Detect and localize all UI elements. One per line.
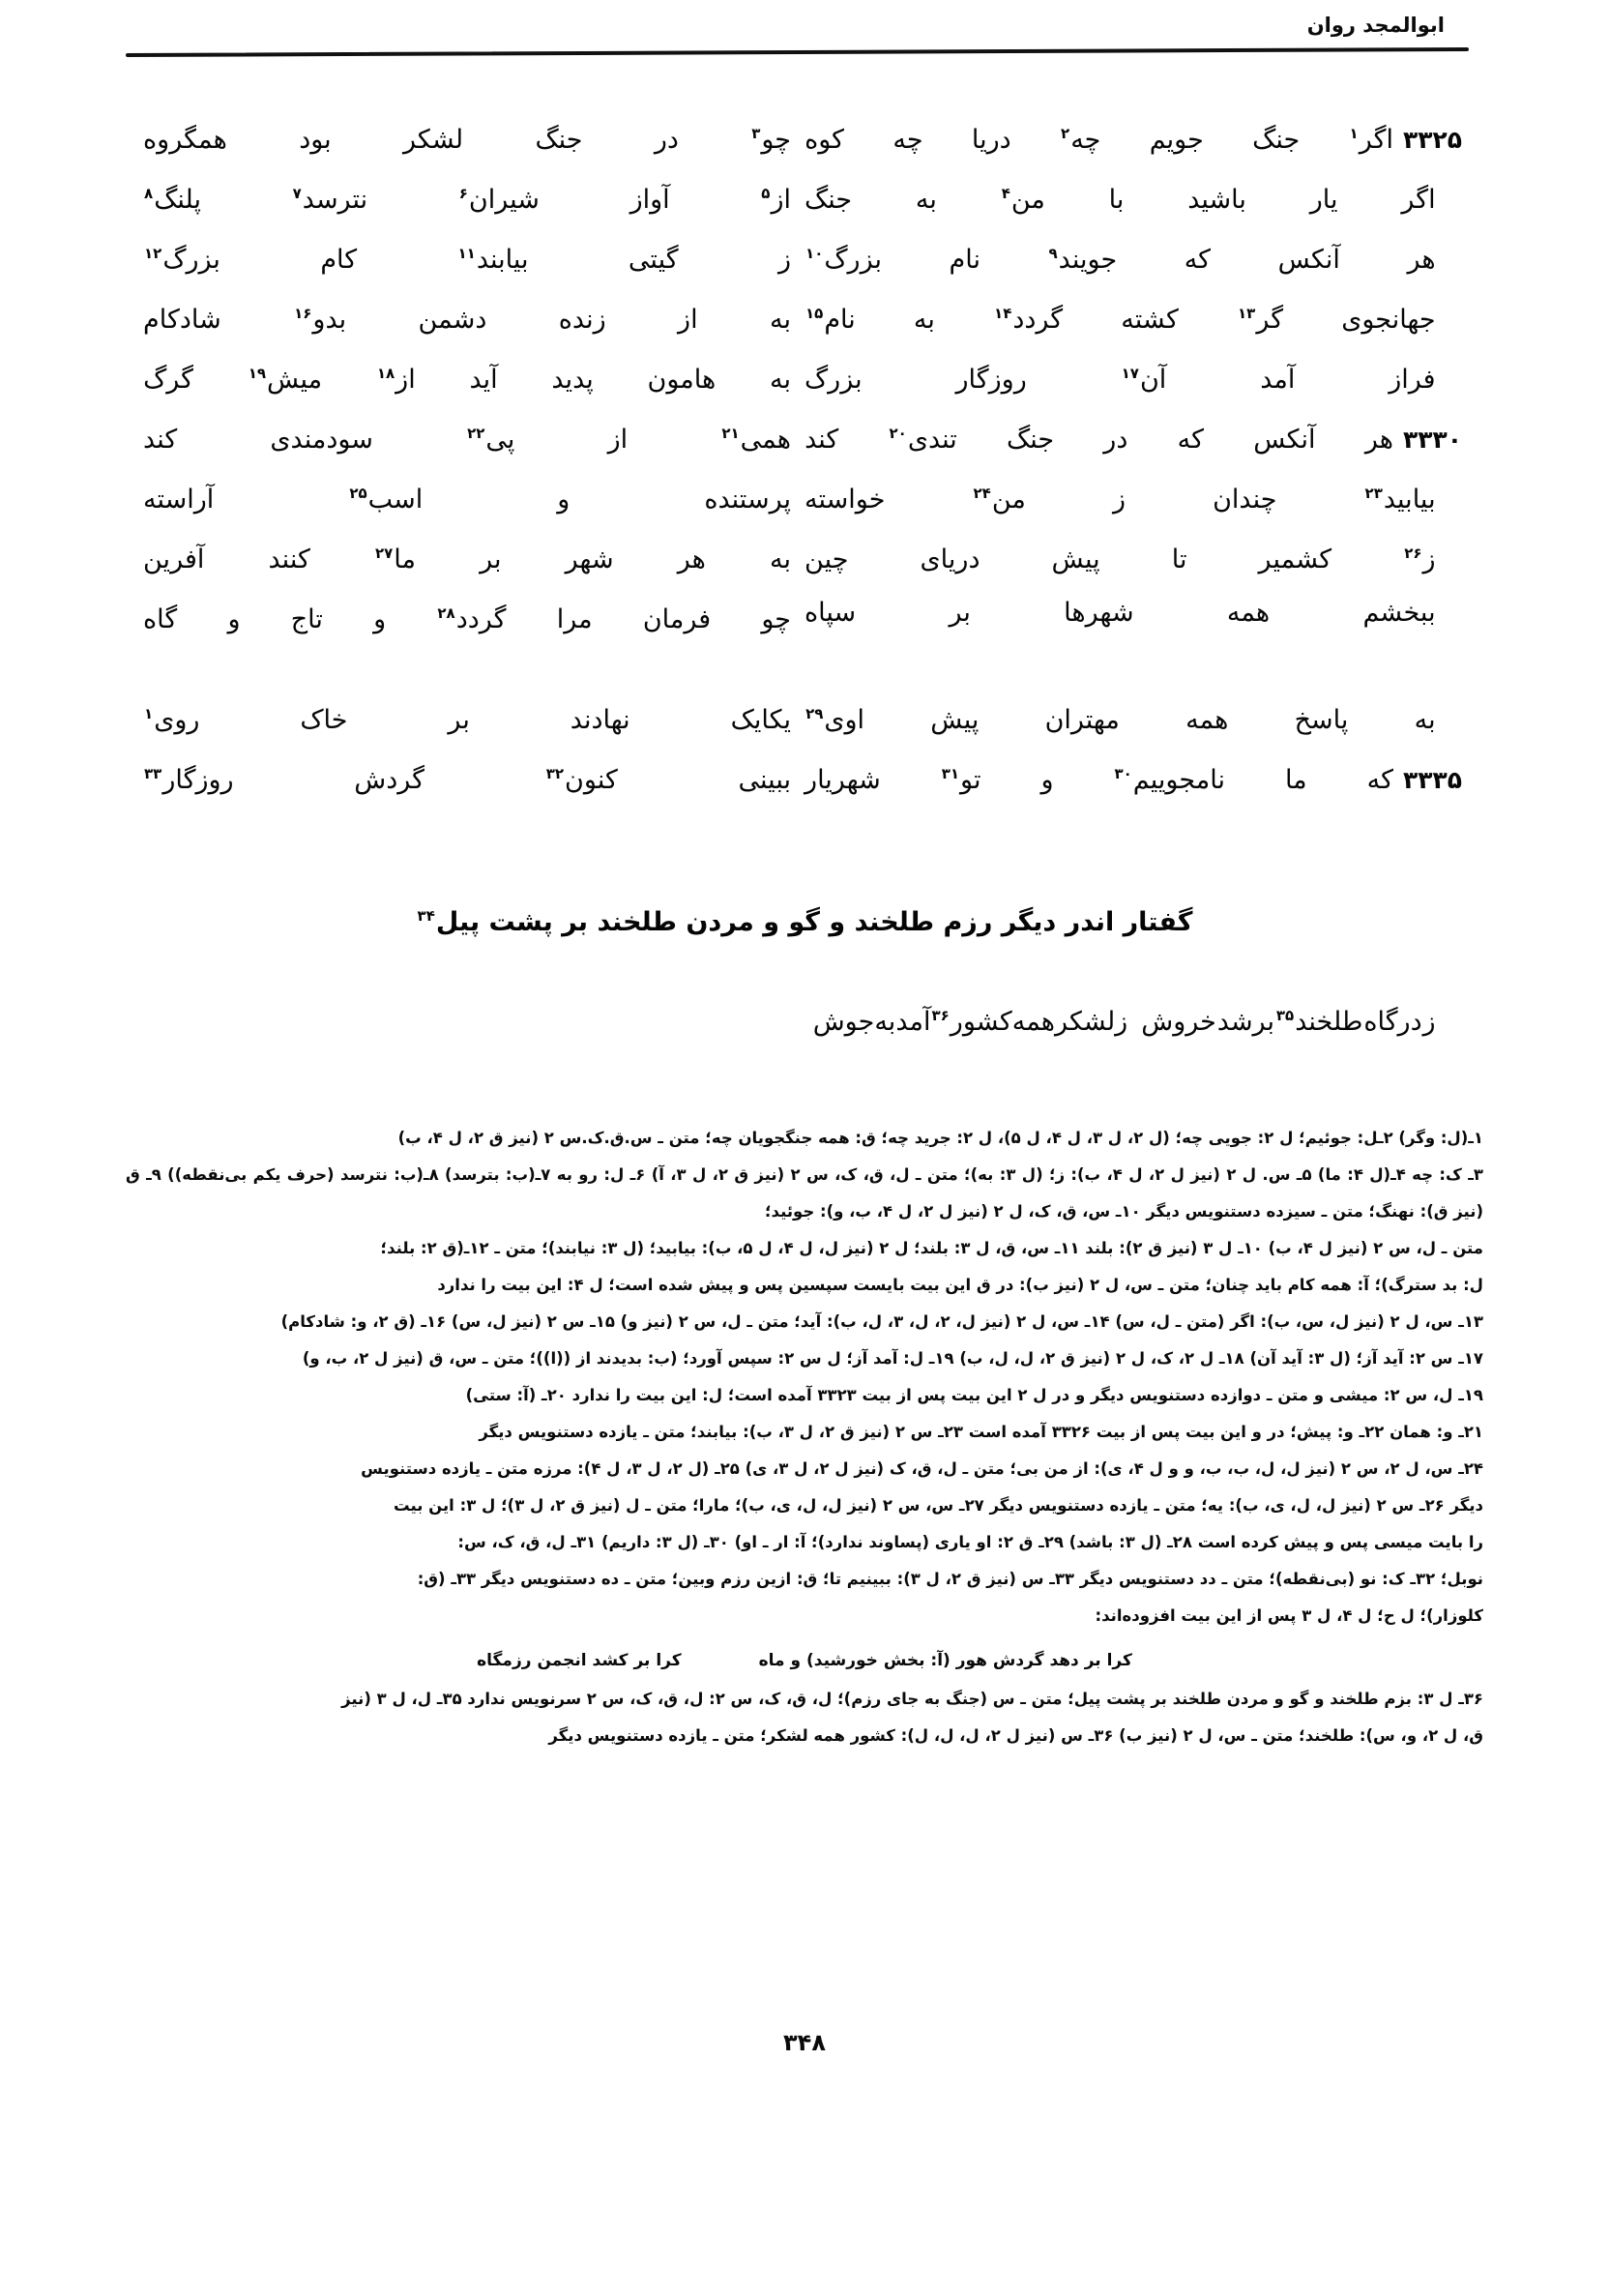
verse-word: پدید bbox=[551, 365, 594, 395]
verse-couplet bbox=[143, 104, 1466, 164]
verse-word: آید bbox=[469, 365, 498, 395]
verse-word: ز bbox=[1422, 1007, 1436, 1037]
verse-word: جنگ bbox=[1252, 125, 1301, 155]
verse-word: آواز bbox=[629, 185, 670, 215]
verse-word: آمد bbox=[1260, 365, 1296, 395]
verse-word: چین bbox=[804, 545, 849, 574]
verse-word: که bbox=[1177, 425, 1204, 455]
verse-word: مرا bbox=[556, 604, 593, 634]
verse-word: بزرگ bbox=[804, 365, 863, 395]
verse-word: و bbox=[373, 604, 387, 634]
hemistich-words bbox=[804, 685, 1436, 750]
apparatus-line: متن ـ ل، س ۲ (نیز ل ۴، ب) ۱۰ـ ل ۳ (نیز ق ۲): بلند ۱۱ـ س، ق، ل ۳: بلند؛ ل ۲ (نیز ل، ل ۴، ل ۵، ب): بیابید؛ (ل ۳: نیابند)؛ متن ـ ۱۲ـ(ق ۲: بلند؛ bbox=[380, 1239, 1483, 1257]
verse-word: تندی$^{۲۰}$ bbox=[889, 425, 957, 455]
verse-word: شهر bbox=[565, 545, 614, 574]
hemistich-left bbox=[143, 584, 804, 649]
verse-word: که bbox=[1184, 245, 1212, 275]
hemistich-left bbox=[143, 464, 804, 529]
hemistich-words bbox=[804, 745, 1393, 809]
apparatus-line: ۱۹ـ ل، س ۲: میشی و متن ـ دوازده دستنویس دیگر و در ل ۲ این بیت پس از بیت ۳۳۲۳ آمده است؛ ل: این بیت را ندارد ۲۰ـ (آ: ستی) bbox=[465, 1386, 1483, 1404]
verse-word: جویند$^۹$ bbox=[1048, 245, 1118, 275]
verse-word: از bbox=[678, 305, 698, 335]
hemistich-words bbox=[804, 104, 1393, 169]
verse-word: کنند bbox=[268, 545, 310, 574]
verse-word: لشکر bbox=[1055, 1007, 1116, 1037]
apparatus-verse-hemistich-left: کرا بر دهد گردش هور (آ: بخش خورشید) و ماه bbox=[758, 1651, 1132, 1670]
verse-word: بزرگ$^{۱۲}$ bbox=[144, 245, 220, 275]
verse-word: گردد$^{۲۸}$ bbox=[437, 604, 507, 634]
footnote-marker: ۳۱ bbox=[941, 765, 960, 782]
bait-number: ۳۳۲۵ bbox=[1402, 126, 1462, 154]
verse-word: آراسته bbox=[143, 485, 215, 515]
verse-word: شهرها bbox=[1064, 598, 1134, 628]
verse-word: نهادند bbox=[570, 705, 630, 735]
footnote-marker: ۱۲ bbox=[144, 245, 162, 262]
hemistich-left bbox=[143, 685, 804, 750]
hemistich-words bbox=[143, 464, 791, 529]
footnote-marker: ۲۰ bbox=[889, 425, 907, 442]
hemistich-words bbox=[143, 284, 791, 349]
section-heading bbox=[0, 907, 1609, 937]
footnote-marker: ۲۱ bbox=[721, 425, 740, 442]
verse-word: کشمیر bbox=[1258, 545, 1332, 574]
hemistich-right bbox=[804, 685, 1466, 750]
verse-word: در bbox=[1103, 425, 1128, 455]
page-number: ۳۴۸ bbox=[783, 2029, 826, 2056]
verse-word: از$^{۱۸}$ bbox=[376, 365, 416, 395]
verse-word: نام bbox=[949, 245, 980, 275]
hemistich-left bbox=[143, 404, 804, 469]
hemistich-right bbox=[1141, 986, 1466, 1051]
verse-word: ببخشم bbox=[1362, 598, 1436, 628]
verse-word: گیتی bbox=[628, 245, 679, 275]
verse-word: زنده bbox=[558, 305, 606, 335]
apparatus-line: دیگر ۲۶ـ س ۲ (نیز ل، ل، ی، ب): یه؛ متن ـ یازده دستنویس دیگر ۲۷ـ س، س ۲ (نیز ل، ل، ی، ب)؛ مارا؛ متن ـ ل (نیز ق ۲، ل ۳)؛ ل ۳: این بیت bbox=[394, 1496, 1483, 1515]
hemistich-words bbox=[813, 986, 1128, 1051]
verse-word: باشید bbox=[1187, 185, 1246, 215]
verse-word: و bbox=[557, 485, 570, 515]
apparatus-line: نوبل؛ ۳۲ـ ک: نو (بی‌نقطه)؛ متن ـ دد دستنویس دیگر ۳۳ـ س (نیز ق ۲، ل ۳): ببینیم تا؛ ق: ازین رزم وبین؛ متن ـ ده دستنویس دیگر ۳۳ـ (ق: bbox=[417, 1570, 1483, 1588]
verse-word: از bbox=[607, 425, 629, 455]
verse-word: جویم bbox=[1149, 125, 1204, 155]
verse-word: لشکر bbox=[403, 125, 464, 155]
footnote-marker: ۲۶ bbox=[1404, 545, 1422, 562]
verse-word: آفرین bbox=[143, 545, 205, 574]
hemistich-left bbox=[812, 986, 1141, 1051]
verse-word: هر bbox=[1364, 425, 1393, 455]
verse-word: در bbox=[654, 125, 679, 155]
apparatus-line: را بایت میسی پس و پیش کرده است ۲۸ـ (ل ۳: باشد) ۲۹ـ ق ۲: او یاری (پساوند ندارد)؛ آ: ار ـ او) ۳۰ـ (ل ۳: داریم) ۳۱ـ ل، ق، ک، س: bbox=[457, 1533, 1483, 1551]
verse-couplet bbox=[143, 284, 1466, 344]
verse-word: جنگ bbox=[535, 125, 583, 155]
verse-word: اگر bbox=[1401, 185, 1436, 215]
footnote-marker: ۱ bbox=[1349, 125, 1359, 142]
verse-couplet bbox=[143, 344, 1466, 404]
critical-apparatus bbox=[126, 1120, 1483, 1754]
verse-word: همگروه bbox=[143, 125, 227, 155]
verse-word: جنگ bbox=[1007, 425, 1055, 455]
hemistich-words bbox=[804, 344, 1436, 409]
verse-word: آنکس bbox=[1277, 245, 1340, 275]
verse-word: یکایک bbox=[730, 705, 791, 735]
verse-word: گردش bbox=[354, 765, 425, 795]
verse-word: درگاه bbox=[1363, 1007, 1422, 1037]
apparatus-line: ۱۷ـ س ۲: آید آز؛ (ل ۳: آید آن) ۱۸ـ ل ۲، ک، ل ۲ (نیز ق ۲، ل، ل، ب) ۱۹ـ ل: آمد آز؛ ل س ۲: سپس آورد؛ (ب: بدیدند از ((ا))؛ متن ـ س، ق (نیز ل ۲، ب، و) bbox=[302, 1349, 1483, 1368]
hemistich-left bbox=[143, 104, 804, 169]
verse-word: اوی$^{۲۹}$ bbox=[805, 705, 865, 735]
verse-word: همه bbox=[1185, 705, 1229, 735]
hemistich-left bbox=[143, 164, 804, 229]
hemistich-words bbox=[143, 584, 791, 649]
verse-word: تو$^{۳۱}$ bbox=[941, 765, 981, 795]
footnote-marker: ۵ bbox=[761, 185, 771, 202]
verse-word: چندان bbox=[1213, 485, 1277, 515]
verse-couplet bbox=[143, 224, 1466, 284]
hemistich-left bbox=[143, 344, 804, 409]
verse-word: نام$^{۱۵}$ bbox=[805, 305, 856, 335]
apparatus-line: ل: بد سترگ)؛ آ: همه کام باید چنان؛ متن ـ س، ل ۲ (نیز ب): در ق این بیت بایست سپسین پس و پیش شده است؛ ل ۴: این بیت را ندارد bbox=[437, 1276, 1483, 1294]
verse-word: ز bbox=[1112, 485, 1126, 515]
verse-word: پرستنده bbox=[704, 485, 791, 515]
verse-word: پلنگ$^۸$ bbox=[144, 185, 201, 215]
verse-word: به bbox=[1414, 705, 1436, 735]
verse-word: هر bbox=[677, 545, 706, 574]
hemistich-words bbox=[143, 224, 791, 289]
verse-word: هر bbox=[1407, 245, 1436, 275]
hemistich-right bbox=[804, 745, 1466, 809]
footnote-marker: ۳ bbox=[751, 125, 761, 142]
hemistich-left bbox=[143, 284, 804, 349]
verse-word: با bbox=[1108, 185, 1125, 215]
footnote-marker: ۲ bbox=[1061, 125, 1070, 142]
footnote-marker: ۲۸ bbox=[437, 604, 455, 622]
verse-word: برشد bbox=[1216, 1007, 1274, 1037]
verse-word: نترسد$^۷$ bbox=[292, 185, 368, 215]
apparatus-line: ۲۱ـ و: همان ۲۲ـ و: پیش؛ در و این بیت پس از بیت ۳۳۲۶ آمده است ۲۳ـ س ۲ (نیز ق ۲، ل ۳، ب): بیابند؛ متن ـ یازده دستنویس دیگر bbox=[479, 1423, 1483, 1441]
apparatus-line: کلوزار)؛ ل ح؛ ل ۴، ل ۳ پس از این بیت افزوده‌اند: bbox=[1095, 1606, 1483, 1625]
verse-word: و bbox=[227, 604, 241, 634]
verse-word: یار bbox=[1309, 185, 1338, 215]
footnote-marker: ۹ bbox=[1048, 245, 1058, 262]
hemistich-words bbox=[804, 164, 1436, 229]
section-couplet bbox=[143, 986, 1466, 1046]
verse-word: نامجوییم$^{۳۰}$ bbox=[1114, 765, 1225, 795]
hemistich-words bbox=[143, 164, 791, 229]
apparatus-embedded-verse bbox=[126, 1644, 1483, 1677]
verse-word: شیران$^۶$ bbox=[458, 185, 540, 215]
hemistich-right bbox=[804, 164, 1466, 229]
verse-word: چو$^۳$ bbox=[751, 125, 791, 155]
hemistich-left bbox=[143, 524, 804, 589]
verse-word: کند bbox=[804, 425, 839, 455]
verse-word: خواسته bbox=[804, 485, 886, 515]
hemistich-right bbox=[804, 104, 1466, 169]
verse-word: من$^۴$ bbox=[1001, 185, 1045, 215]
hemistich-words bbox=[804, 464, 1436, 529]
verse-word: گرگ bbox=[143, 365, 193, 395]
footnote-marker: ۳۶ bbox=[931, 1007, 950, 1024]
footnote-marker: ۳۰ bbox=[1114, 765, 1132, 782]
verse-word: روی$^۱$ bbox=[144, 705, 200, 735]
verse-word: بزرگ$^{۱۰}$ bbox=[805, 245, 882, 275]
hemistich-right bbox=[804, 344, 1466, 409]
verse-word: ز bbox=[777, 245, 791, 275]
hemistich-words bbox=[804, 404, 1393, 469]
verse-word: ببینی bbox=[738, 765, 791, 795]
verse-word: جنگ bbox=[804, 185, 853, 215]
verse-word: شهریار bbox=[804, 765, 881, 795]
verse-word: اسب$^{۲۵}$ bbox=[349, 485, 424, 515]
hemistich-words bbox=[804, 224, 1436, 289]
verse-word: جوش bbox=[812, 1007, 875, 1037]
hemistich-words bbox=[143, 344, 791, 409]
hemistich-right bbox=[804, 524, 1466, 589]
footnote-marker: ۱۷ bbox=[1121, 365, 1139, 382]
section-heading-footnote-marker: ۳۴ bbox=[417, 907, 435, 925]
verse-word: بر bbox=[448, 705, 470, 735]
verse-word: پیش bbox=[1051, 545, 1100, 574]
verse-word: بود bbox=[299, 125, 332, 155]
verse-word: سپاه bbox=[804, 598, 857, 628]
hemistich-words bbox=[804, 284, 1436, 349]
bait-number: ۳۳۳۵ bbox=[1402, 766, 1462, 794]
verse-word: از$^۵$ bbox=[761, 185, 791, 215]
hemistich-words bbox=[143, 745, 791, 809]
apparatus-line: ۳ـ ک: چه ۴ـ(ل ۴: ما) ۵ـ س. ل ۲ (نیز ل ۲، ل ۴، ب): ز؛ (ل ۳: به)؛ متن ـ ل، ق، ک، س ۲ (نیز ق ۲، ل ۳، آ) ۶ـ ل: رو به ۷ـ(ب: بترسد) ۸ـ(ب: نترسد (حرف یکم بی‌نقطه)) ۹ـ ق (نیز ق): نهنگ؛ متن ـ سیزده دستنویس دیگر ۱۰ـ س، ق، ک، ل ۲ (نیز ل ۲، ل ۴، ب، و): جوئید؛ bbox=[126, 1165, 1483, 1221]
verse-word: هامون bbox=[647, 365, 717, 395]
footnote-marker: ۲۵ bbox=[349, 485, 367, 502]
verse-word: سودمندی bbox=[270, 425, 373, 455]
verse-word: دشمن bbox=[418, 305, 487, 335]
verse-word: روزگار$^{۳۳}$ bbox=[144, 765, 234, 795]
footnote-marker: ۱۶ bbox=[294, 305, 312, 322]
verse-couplet bbox=[143, 404, 1466, 464]
footnote-marker: ۳۳ bbox=[144, 765, 162, 782]
verse-word: پیش bbox=[930, 705, 980, 735]
apparatus-line: ۲۴ـ س، ل ۲، س ۲ (نیز ل، ل، ب، ب، و و ل ۴، ی): از من بی؛ متن ـ ل، ق، ک (نیز ل ۲، ل ۳، ی) ۲۵ـ (ل ۲، ل ۳، ل ۴): مرزه متن ـ یازده دستنویس bbox=[361, 1459, 1483, 1478]
apparatus-line: ۱ـ(ل: وگر) ۲ـل: جوئیم؛ ل ۲: جویی چه؛ (ل ۲، ل ۳، ل ۴، ل ۵)، ل ۲: جرید چه؛ ق: همه جنگجویان چه؛ متن ـ س.ق.ک.س ۲ (نیز ق ۲، ل ۴، ب) bbox=[397, 1129, 1483, 1147]
footnote-marker: ۱۱ bbox=[457, 245, 476, 262]
footnote-marker: ۲۳ bbox=[1364, 485, 1383, 502]
verse-word: به bbox=[770, 305, 791, 335]
footnote-marker: ۱۸ bbox=[376, 365, 395, 382]
footnote-marker: ۱۹ bbox=[248, 365, 267, 382]
verse-word: خاک bbox=[300, 705, 348, 735]
hemistich-left bbox=[143, 224, 804, 289]
hemistich-words bbox=[143, 524, 791, 589]
footnote-marker: ۲۲ bbox=[467, 425, 485, 442]
verse-word: فرمان bbox=[642, 604, 712, 634]
verse-couplet bbox=[143, 164, 1466, 224]
hemistich-right bbox=[804, 464, 1466, 529]
verse-word: کام bbox=[320, 245, 358, 275]
hemistich-right bbox=[804, 224, 1466, 289]
verse-word: بر bbox=[480, 545, 502, 574]
verse-word: که bbox=[1366, 765, 1393, 795]
hemistich-left bbox=[143, 745, 804, 809]
verse-word: پاسخ bbox=[1294, 705, 1349, 735]
footnote-marker: ۶ bbox=[458, 185, 468, 202]
section-heading-text: گفتار اندر دیگر رزم طلخند و گو و مردن طلخند بر پشت پیل bbox=[435, 907, 1193, 937]
footnote-marker: ۱۰ bbox=[805, 245, 824, 262]
verse-word: جهانجوی bbox=[1341, 305, 1436, 335]
running-head-title: ابوالمجد روان bbox=[1306, 14, 1445, 37]
apparatus-tail-line: ۳۶ـ ل ۳: بزم طلخند و گو و مردن طلخند بر پشت پیل؛ متن ـ س (جنگ به جای رزم)؛ ل، ق، ک، س ۲: ل، ق، ک، س ۲ سرنویس ندارد ۳۵ـ ل، ل ۳ (نیز bbox=[341, 1690, 1483, 1708]
apparatus-line: ۱۳ـ س، ل ۲ (نیز ل، س، ب): اگر (متن ـ ل، س) ۱۴ـ س، ل ۲ (نیز ل، ۲، ل، ۳، ل، ب): آید؛ متن ـ ل، س ۲ (نیز و) ۱۵ـ س ۲ (نیز ل، س) ۱۶ـ (ق ۲، و: شادکام) bbox=[280, 1312, 1483, 1331]
verse-word: و bbox=[1040, 765, 1054, 795]
verse-word: بر bbox=[949, 598, 971, 628]
verse-word: کوه bbox=[804, 125, 845, 155]
verse-word: گاه bbox=[143, 604, 178, 634]
hemistich-words bbox=[143, 685, 791, 750]
verse-word: ز bbox=[1115, 1007, 1128, 1037]
verse-word: چه$^۲$ bbox=[1061, 125, 1101, 155]
verse-word: گر$^{۱۳}$ bbox=[1238, 305, 1284, 335]
verse-block bbox=[143, 104, 1466, 805]
verse-word: میش$^{۱۹}$ bbox=[248, 365, 323, 395]
verse-word: بیابند$^{۱۱}$ bbox=[457, 245, 529, 275]
verse-word: ز$^{۲۶}$ bbox=[1404, 545, 1436, 574]
verse-word: کند bbox=[143, 425, 178, 455]
verse-word: به bbox=[915, 185, 937, 215]
hemistich-right bbox=[804, 584, 1466, 642]
footnote-marker: ۲۷ bbox=[374, 545, 394, 562]
footnote-marker: ۱۵ bbox=[805, 305, 824, 322]
verse-word: کنون$^{۳۲}$ bbox=[545, 765, 618, 795]
footnote-marker: ۳۲ bbox=[545, 765, 565, 782]
verse-couplet bbox=[143, 685, 1466, 745]
verse-word: به bbox=[770, 545, 791, 574]
hemistich-words bbox=[1141, 986, 1435, 1051]
verse-word: همه bbox=[1226, 598, 1271, 628]
verse-couplet bbox=[812, 986, 1466, 1046]
apparatus-verse-hemistich-right: کرا بر کشد انجمن رزمگاه bbox=[477, 1651, 682, 1670]
verse-word: چو bbox=[761, 604, 791, 634]
verse-word: همی$^{۲۱}$ bbox=[721, 425, 791, 455]
verse-word: مهتران bbox=[1044, 705, 1120, 735]
verse-word: همه bbox=[1011, 1007, 1056, 1037]
verse-word: روزگار bbox=[955, 365, 1027, 395]
verse-word: ما bbox=[1284, 765, 1307, 795]
hemistich-words bbox=[143, 404, 791, 469]
verse-word: طلخند$^{۳۵}$ bbox=[1275, 1007, 1363, 1037]
verse-word: کشور$^{۳۶}$ bbox=[931, 1007, 1012, 1037]
verse-word: به bbox=[913, 305, 935, 335]
verse-word: تاج bbox=[290, 604, 323, 634]
footnote-marker: ۸ bbox=[144, 185, 154, 202]
verse-group-gap bbox=[143, 644, 1466, 685]
verse-word: دریا bbox=[971, 125, 1011, 155]
verse-word: اگر$^۱$ bbox=[1349, 125, 1393, 155]
verse-word: آن$^{۱۷}$ bbox=[1121, 365, 1167, 395]
apparatus-tail-line: ق، ل ۲، و، س): طلخند؛ متن ـ س، ل ۲ (نیز ب) ۳۶ـ س (نیز ل ۲، ل، ل، ل): کشور همه لشکر؛ متن ـ یازده دستنویس دیگر bbox=[548, 1726, 1483, 1745]
verse-couplet bbox=[143, 464, 1466, 524]
verse-couplet bbox=[143, 524, 1466, 584]
bait-number: ۳۳۳۰ bbox=[1402, 426, 1462, 454]
footnote-marker: ۱۴ bbox=[994, 305, 1012, 322]
verse-word: گردد$^{۱۴}$ bbox=[994, 305, 1064, 335]
verse-word: کشته bbox=[1121, 305, 1179, 335]
verse-word: من$^{۲۴}$ bbox=[973, 485, 1026, 515]
verse-word: آمد bbox=[895, 1007, 931, 1037]
hemistich-right bbox=[804, 404, 1466, 469]
hemistich-words bbox=[143, 104, 791, 169]
verse-word: ما$^{۲۷}$ bbox=[374, 545, 416, 574]
hemistich-words bbox=[804, 524, 1436, 589]
hemistich-right bbox=[804, 284, 1466, 349]
footnote-marker: ۴ bbox=[1001, 185, 1010, 202]
verse-couplet bbox=[143, 745, 1466, 805]
verse-word: فراز bbox=[1389, 365, 1436, 395]
verse-word: چه bbox=[892, 125, 923, 155]
footnote-marker: ۲۴ bbox=[973, 485, 991, 502]
verse-word: پی$^{۲۲}$ bbox=[467, 425, 515, 455]
footnote-marker: ۱۳ bbox=[1238, 305, 1256, 322]
verse-word: تا bbox=[1171, 545, 1187, 574]
footnote-marker: ۱ bbox=[144, 705, 154, 722]
verse-word: دریای bbox=[920, 545, 980, 574]
footnote-marker: ۳۵ bbox=[1275, 1007, 1295, 1024]
hemistich-words bbox=[804, 584, 1436, 642]
verse-word: شادکام bbox=[143, 305, 221, 335]
verse-word: بیابید$^{۲۳}$ bbox=[1364, 485, 1436, 515]
verse-word: بدو$^{۱۶}$ bbox=[294, 305, 347, 335]
verse-couplet bbox=[143, 584, 1466, 644]
verse-word: خروش bbox=[1141, 1007, 1216, 1037]
verse-word: به bbox=[770, 365, 791, 395]
verse-word: آنکس bbox=[1253, 425, 1316, 455]
verse-word: به bbox=[874, 1007, 896, 1037]
footnote-marker: ۷ bbox=[292, 185, 302, 202]
footnote-marker: ۲۹ bbox=[805, 705, 824, 722]
